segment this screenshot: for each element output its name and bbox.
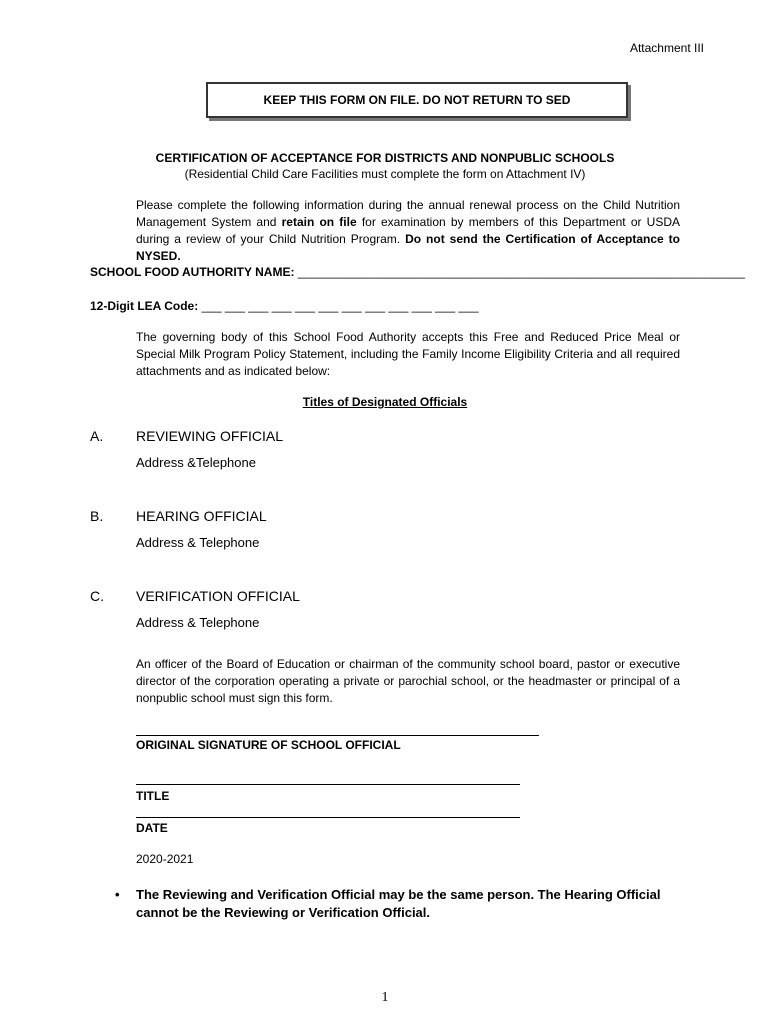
intro-text: Please complete the following information during the annual renewal process on the Child Nutrition Management System and xyxy=(136,198,680,229)
official-note-text: The Reviewing and Verification Official may be the same person. The Hearing Official cannot be the Reviewing or Verification Official. xyxy=(136,887,661,920)
verification-official-address: Address & Telephone xyxy=(136,615,260,630)
intro-bold-notice: Do not send the Certification of Acceptance to NYSED. xyxy=(136,232,681,263)
certification-title: CERTIFICATION OF ACCEPTANCE FOR DISTRICTS AND NONPUBLIC SCHOOLS xyxy=(155,151,615,165)
official-note xyxy=(115,886,690,922)
titles-heading: Titles of Designated Officials xyxy=(302,395,468,409)
official-letter-b: B. xyxy=(90,508,104,524)
sfa-name-blank[interactable]: ___________________________________________________________________ xyxy=(297,265,745,279)
hearing-official-address: Address & Telephone xyxy=(136,535,260,550)
official-letter-c: C. xyxy=(90,588,104,604)
intro-bold-retain: retain on file xyxy=(281,215,357,229)
bullet-icon: • xyxy=(115,887,120,902)
school-year: 2020-2021 xyxy=(136,852,194,866)
sfa-name-label: SCHOOL FOOD AUTHORITY NAME: xyxy=(90,265,295,279)
attachment-label: Attachment III xyxy=(629,41,704,55)
governing-body-paragraph: The governing body of this School Food Authority accepts this Free and Reduced Price Meal or Special Milk Program Policy Statement, including the Family Income Eligibility Criteria and all required attachments and as indicated below: xyxy=(136,330,680,378)
reviewing-official-title: REVIEWING OFFICIAL xyxy=(136,428,284,444)
reviewing-official-address: Address &Telephone xyxy=(136,455,256,470)
date-line[interactable] xyxy=(136,817,520,818)
certification-subtitle: (Residential Child Care Facilities must complete the form on Attachment IV) xyxy=(184,167,586,181)
title-label: TITLE xyxy=(136,789,170,803)
sfa-name-field xyxy=(90,265,745,279)
officer-paragraph: An officer of the Board of Education or chairman of the community school board, pastor or executive director of the corporation operating a private or parochial school, or the headmaster or principal of a nonpublic school must sign this form. xyxy=(136,657,680,705)
verification-official-title: VERIFICATION OFFICIAL xyxy=(136,588,300,604)
date-label: DATE xyxy=(136,821,168,835)
notice-text: KEEP THIS FORM ON FILE. DO NOT RETURN TO SED xyxy=(263,93,571,107)
page-number: 1 xyxy=(381,990,389,1005)
signature-label: ORIGINAL SIGNATURE OF SCHOOL OFFICIAL xyxy=(136,738,401,752)
notice-box xyxy=(206,82,628,118)
intro-text-2: for examination by members of this Department or USDA during a review of your Child Nutrition Program. xyxy=(136,215,680,246)
official-letter-a: A. xyxy=(90,428,104,444)
intro-paragraph xyxy=(136,197,680,265)
hearing-official-title: HEARING OFFICIAL xyxy=(136,508,267,524)
lea-code-blank[interactable]: ___ ___ ___ ___ ___ ___ ___ ___ ___ ___ ___ ___ xyxy=(201,299,479,313)
lea-code-field xyxy=(90,299,479,313)
title-line[interactable] xyxy=(136,784,520,785)
lea-code-label: 12-Digit LEA Code: xyxy=(90,299,199,313)
signature-line[interactable] xyxy=(136,735,539,736)
